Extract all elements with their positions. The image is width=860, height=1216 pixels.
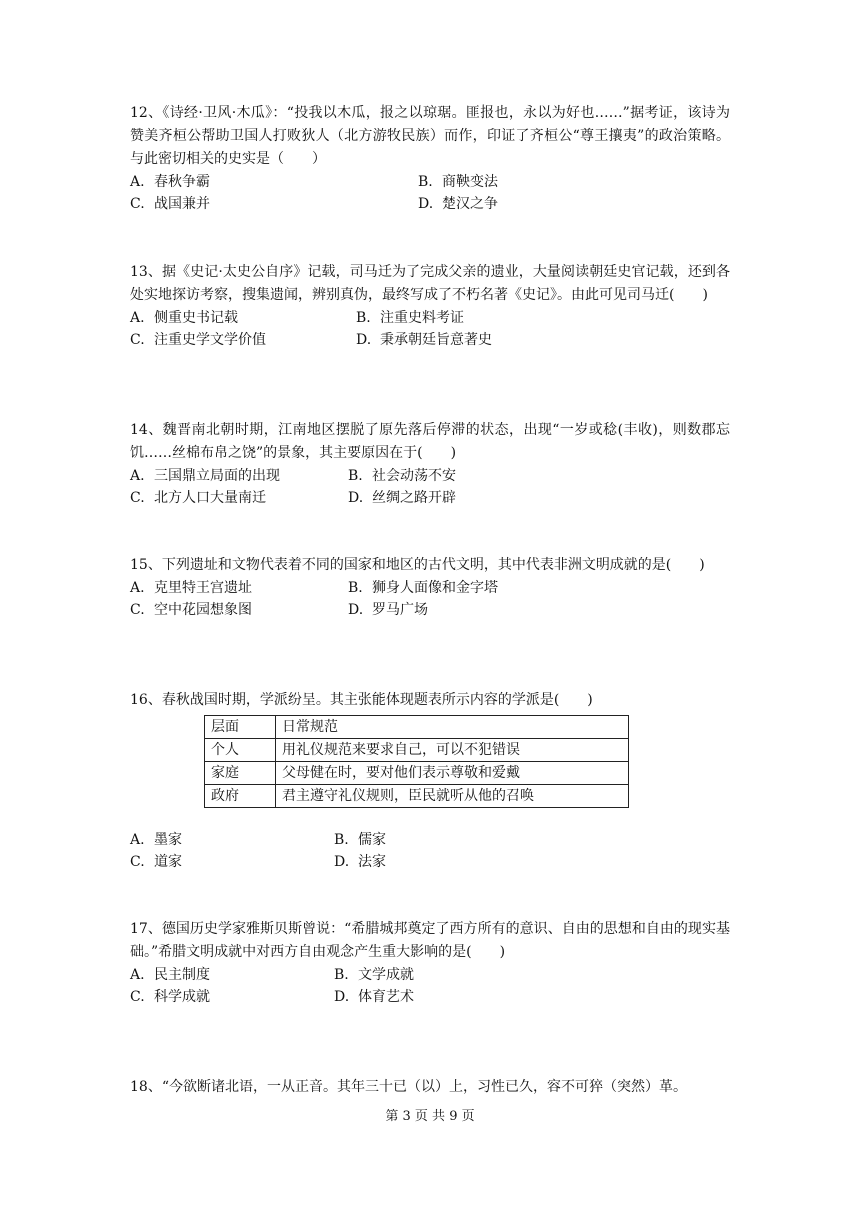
question-16: [130, 689, 730, 873]
question-stem: 13、据《史记·太史公自序》记载，司马迁为了完成父亲的遗业，大量阅读朝廷史官记载，还到各处实地探访考察，搜集遗闻，辨别真伪，最终写成了不朽名著《史记》。由此可见司马迁( ): [130, 264, 730, 303]
table-cell: 层面: [205, 716, 276, 739]
table-cell: 君主遵守礼仪规则，臣民就听从他的召唤: [276, 785, 629, 808]
option-b[interactable]: B. 社会动荡不安: [348, 468, 456, 484]
table-row: [205, 762, 629, 785]
question-14: [130, 419, 730, 509]
option-c[interactable]: C. 战国兼并: [130, 196, 210, 212]
content-table: [204, 715, 629, 808]
option-d[interactable]: D. 丝绸之路开辟: [348, 490, 456, 506]
option-a[interactable]: A. 墨家: [130, 832, 182, 848]
option-b[interactable]: B. 注重史料考证: [356, 310, 464, 326]
answer-options: [130, 577, 730, 621]
option-b[interactable]: B. 儒家: [334, 832, 386, 848]
question-stem: 15、下列遗址和文物代表着不同的国家和地区的古代文明，其中代表非洲文明成就的是( ): [130, 557, 705, 573]
option-b[interactable]: B. 商鞅变法: [418, 174, 498, 190]
option-a[interactable]: A. 民主制度: [130, 967, 210, 983]
question-18: [130, 1076, 730, 1099]
table-row: [205, 739, 629, 762]
table-cell: 日常规范: [276, 716, 629, 739]
answer-options: [130, 171, 730, 215]
question-17: [130, 918, 730, 1008]
question-stem: 16、春秋战国时期，学派纷呈。其主张能体现题表所示内容的学派是( ): [130, 692, 593, 708]
answer-options: [130, 307, 730, 351]
option-b[interactable]: B. 文学成就: [334, 967, 414, 983]
question-15: [130, 554, 730, 621]
option-c[interactable]: C. 道家: [130, 854, 182, 870]
page-footer: 第 3 页 共 9 页: [385, 1109, 475, 1124]
answer-options: [130, 829, 730, 873]
answer-options: [130, 465, 730, 509]
question-stem: 14、魏晋南北朝时期，江南地区摆脱了原先落后停滞的状态，出现“一岁或稔(丰收)，则数郡忘饥……丝棉布帛之饶”的景象，其主要原因在于( ): [130, 422, 730, 461]
answer-options: [130, 964, 730, 1008]
option-c[interactable]: C. 北方人口大量南迁: [130, 490, 266, 506]
option-a[interactable]: A. 春秋争霸: [130, 174, 210, 190]
table-cell: 用礼仪规范来要求自己，可以不犯错误: [276, 739, 629, 762]
table-row: [205, 716, 629, 739]
option-d[interactable]: D. 法家: [334, 854, 386, 870]
question-stem: 18、“今欲断诸北语，一从正音。其年三十已（以）上，习性已久，容不可猝（突然）革。: [130, 1079, 687, 1095]
option-c[interactable]: C. 空中花园想象图: [130, 602, 252, 618]
question-stem: 12、《诗经·卫风·木瓜》：“投我以木瓜，报之以琼琚。匪报也，永以为好也……”据考证，该诗为赞美齐桓公帮助卫国人打败狄人（北方游牧民族）而作，印证了齐桓公“尊王攘夷”的政治策略。与此密切相关的史实是（ ）: [130, 105, 730, 167]
option-a[interactable]: A. 侧重史书记载: [130, 310, 238, 326]
table-cell: 家庭: [205, 762, 276, 785]
option-a[interactable]: A. 克里特王宫遗址: [130, 580, 252, 596]
option-d[interactable]: D. 罗马广场: [348, 602, 428, 618]
question-13: [130, 261, 730, 351]
table-cell: 政府: [205, 785, 276, 808]
question-12: [130, 102, 730, 215]
option-d[interactable]: D. 秉承朝廷旨意著史: [356, 332, 492, 348]
question-stem: 17、德国历史学家雅斯贝斯曾说：“希腊城邦奠定了西方所有的意识、自由的思想和自由的现实基础。”希腊文明成就中对西方自由观念产生重大影响的是( ): [130, 921, 730, 960]
table-cell: 父母健在时，要对他们表示尊敬和爱戴: [276, 762, 629, 785]
option-a[interactable]: A. 三国鼎立局面的出现: [130, 468, 280, 484]
table-row: [205, 785, 629, 808]
option-c[interactable]: C. 注重史学文学价值: [130, 332, 266, 348]
option-c[interactable]: C. 科学成就: [130, 989, 210, 1005]
option-d[interactable]: D. 楚汉之争: [418, 196, 498, 212]
option-d[interactable]: D. 体育艺术: [334, 989, 414, 1005]
option-b[interactable]: B. 狮身人面像和金字塔: [348, 580, 498, 596]
table-cell: 个人: [205, 739, 276, 762]
